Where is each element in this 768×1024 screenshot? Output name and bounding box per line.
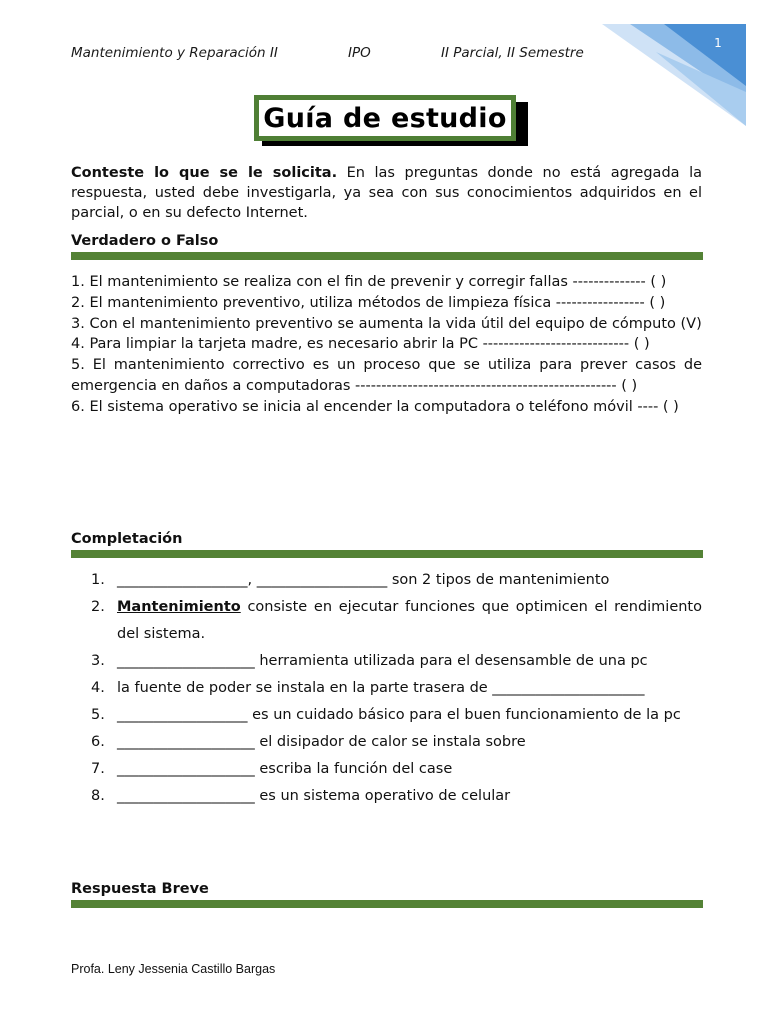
item-number: 3. [91, 653, 105, 669]
instructions-lead: Conteste lo que se le solicita. [71, 165, 338, 181]
item-text: la fuente de poder se instala en la parte trasera de _____________________ [117, 680, 645, 696]
item-number: 8. [91, 788, 105, 804]
section-heading-short-answer: Respuesta Breve [71, 881, 209, 897]
list-item [91, 702, 702, 729]
true-false-list [71, 272, 702, 418]
section-rule [71, 252, 703, 260]
list-item: 3. Con el mantenimiento preventivo se aumenta la vida útil del equipo de cómputo (V) [71, 315, 702, 332]
item-number: 2. [91, 599, 105, 615]
instructions [71, 163, 702, 223]
list-item [91, 756, 702, 783]
title-frame [254, 95, 516, 141]
page-number: 1 [714, 36, 722, 50]
section-heading-completion: Completación [71, 531, 183, 547]
list-item [91, 648, 702, 675]
item-number: 5. [91, 707, 105, 723]
list-item [91, 567, 702, 594]
item-keyword: Mantenimiento [117, 599, 241, 615]
header-institution: IPO [348, 45, 371, 61]
list-item [91, 729, 702, 756]
title-block [254, 95, 530, 147]
header-course: Mantenimiento y Reparación II [71, 45, 278, 61]
item-text: ___________________ el disipador de calor se instala sobre [117, 734, 526, 750]
section-heading-true-false: Verdadero o Falso [71, 233, 219, 249]
list-item [91, 594, 702, 648]
page-footer: Profa. Leny Jessenia Castillo Bargas [71, 962, 276, 976]
item-text: __________________ es un cuidado básico para el buen funcionamiento de la pc [117, 707, 681, 723]
section-rule [71, 550, 703, 558]
item-text: ___________________ escriba la función del case [117, 761, 453, 777]
item-number: 1. [91, 572, 105, 588]
list-item: 2. El mantenimiento preventivo, utiliza métodos de limpieza física ----------------- ( ) [71, 294, 666, 311]
item-text: ___________________ herramienta utilizada para el desensamble de una pc [117, 653, 648, 669]
item-text: consiste en ejecutar funciones que optimicen el rendimiento del sistema. [117, 599, 702, 642]
item-text: __________________, __________________ son 2 tipos de mantenimiento [117, 572, 610, 588]
list-item [91, 783, 702, 810]
item-text: ___________________ es un sistema operativo de celular [117, 788, 511, 804]
page-header [71, 45, 601, 63]
list-item [91, 675, 702, 702]
item-number: 4. [91, 680, 105, 696]
completion-list [91, 567, 702, 810]
instructions-text: En las preguntas donde no está agregada la respuesta, usted debe investigarla, ya sea con sus conocimientos adquiridos en el parcial, o en su defecto Internet. [71, 165, 702, 221]
section-rule [71, 900, 703, 908]
list-item: 5. El mantenimiento correctivo es un proceso que se utiliza para prever casos de emergencia en daños a computadoras -------------------------------------------------- ( ) [71, 357, 702, 394]
list-item: 4. Para limpiar la tarjeta madre, es necesario abrir la PC ---------------------------- ( ) [71, 336, 650, 353]
page-title: Guía de estudio [263, 102, 507, 134]
item-number: 7. [91, 761, 105, 777]
item-number: 6. [91, 734, 105, 750]
list-item: 6. El sistema operativo se inicia al encender la computadora o teléfono móvil ---- ( ) [71, 398, 679, 415]
list-item: 1. El mantenimiento se realiza con el fin de prevenir y corregir fallas -------------- ( ) [71, 274, 667, 290]
header-term: II Parcial, II Semestre [441, 45, 584, 61]
